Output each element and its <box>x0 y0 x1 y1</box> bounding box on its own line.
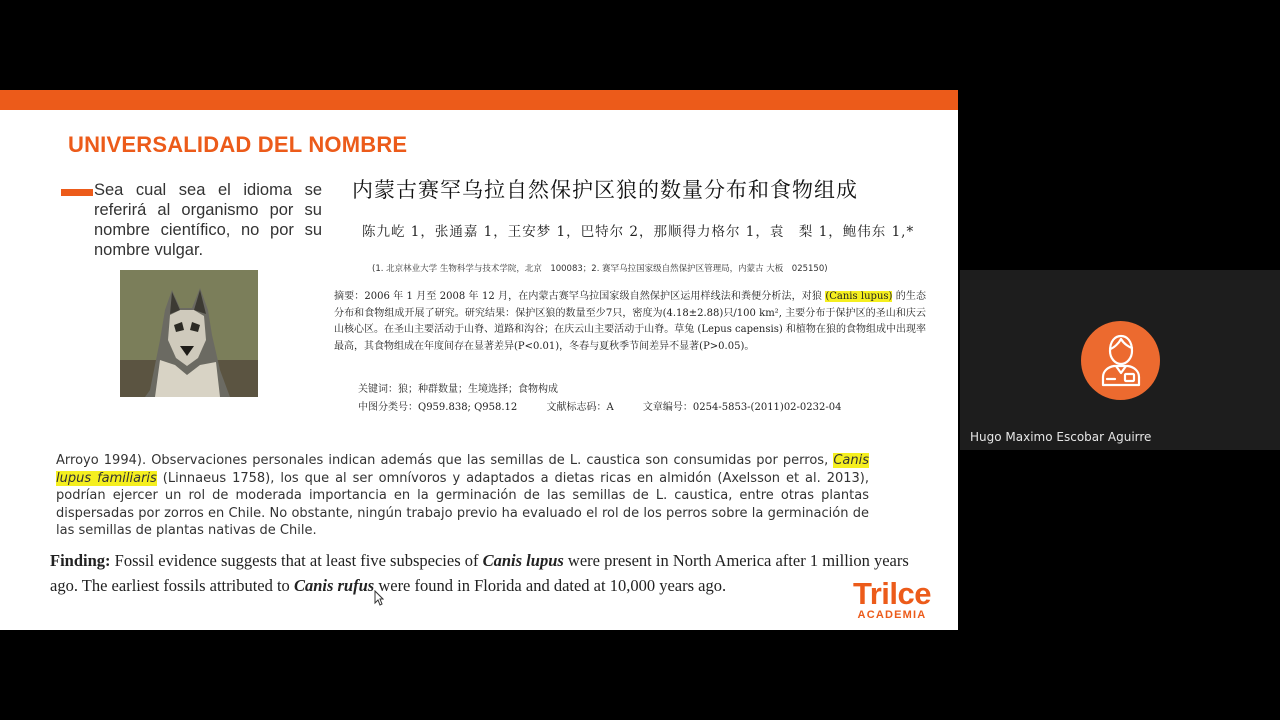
abstract-lead: 摘要：2006 年 1 月至 2008 年 12 月，在内蒙古赛罕乌拉国家级自然保护区运用样线法和粪便分析法，对狼 <box>334 291 822 302</box>
abstract-rest: 的生态分布和食物组成开展了研究。研究结果：保护区狼的数量至少7只，密度为(4.18±2.88)只/100 km², 主要分布于保护区的圣山和庆云山核心区。在圣山主要活动于山脊、道路和沟谷；在庆云山主要活动于山脊。草兔 (Lepus capensis) 和植物在狼的食物组成中出现率最高，其食物组成在年度间存在显著差异(P<0.01)，冬春与夏秋季节间差异不显著(P>0.05)。 <box>334 291 926 352</box>
finding-part1: Fossil evidence suggests that at least five subspecies of <box>110 551 483 570</box>
bullet-marker <box>61 189 93 196</box>
spanish-excerpt <box>56 452 869 540</box>
participant-avatar <box>1081 321 1160 400</box>
person-icon <box>1081 321 1160 400</box>
mouse-cursor-icon <box>374 590 384 610</box>
bullet-text: Sea cual sea el idioma se referirá al organismo por su nombre científico, no por su nombre vulgar. <box>94 181 322 259</box>
paper-classification-line <box>358 398 918 413</box>
paper-authors: 陈九屹 1，张通嘉 1，王安梦 1，巴特尔 2，那顺得力格尔 1，袁 梨 1，鲍伟东 1,* <box>362 224 915 240</box>
finding-text <box>50 548 910 598</box>
paper-classification: 中图分类号：Q959.838; Q958.12 <box>358 402 518 413</box>
paper-abstract <box>334 289 926 355</box>
participant-name: Hugo Maximo Escobar Aguirre <box>970 430 1152 444</box>
brand-logo <box>842 577 942 621</box>
excerpt-highlight: Canis lupus familiaris <box>56 453 869 486</box>
participant-tile[interactable] <box>960 270 1280 450</box>
paper-doc-code: 文献标志码：A <box>546 402 614 413</box>
brand-subtitle: ACADEMIA <box>857 609 927 621</box>
brand-name: Trilce <box>853 576 931 611</box>
paper-affiliation: (1. 北京林业大学 生物科学与技术学院，北京 100083；2. 赛罕乌拉国家级自然保护区管理局，内蒙古 大板 025150) <box>372 264 828 274</box>
abstract-highlight: (Canis lupus) <box>825 291 893 302</box>
wolf-photo <box>120 270 258 397</box>
slide-header-bar <box>0 90 958 110</box>
excerpt-after: (Linnaeus 1758), los que al ser omnívoros y adaptados a dietas ricas en almidón (Axelsson et al. 2013), podrían ejercer un rol de moderada importancia en la germinación de las semillas de L. caustica, entre otras plantas dispersadas por zorros en Chile. No obstante, ningún trabajo previo ha evaluado el rol de los perros sobre la germinación de las semillas de plantas nativas de Chile. <box>56 470 869 538</box>
finding-part3: were found in Florida and dated at 10,000 years ago. <box>374 576 727 595</box>
paper-title: 内蒙古赛罕乌拉自然保护区狼的数量分布和食物组成 <box>352 178 858 202</box>
presentation-slide <box>0 90 958 630</box>
paper-article-no: 文章编号：0254-5853-(2011)02-0232-04 <box>642 402 842 413</box>
slide-title: UNIVERSALIDAD DEL NOMBRE <box>68 132 408 157</box>
finding-part2: were present in North America after 1 million years ago. The earliest fossils attributed to <box>50 551 909 595</box>
finding-species2: Canis rufus <box>293 576 375 595</box>
paper-keywords: 关键词：狼；种群数量；生境选择；食物构成 <box>358 384 558 395</box>
excerpt-before: Arroyo 1994). Observaciones personales indican además que las semillas de L. caustica son consumidas por perros, <box>56 453 834 468</box>
finding-species1: Canis lupus <box>482 551 564 570</box>
finding-label: Finding: <box>50 551 111 570</box>
